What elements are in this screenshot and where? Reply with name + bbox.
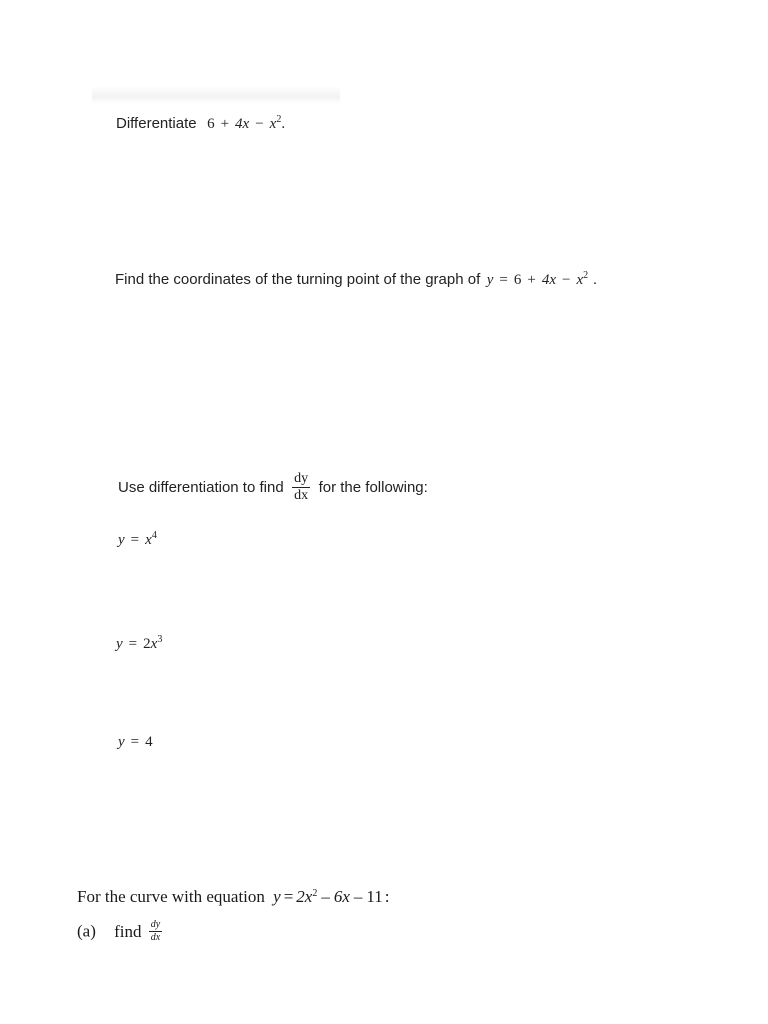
operator: – — [321, 887, 330, 906]
term: x — [576, 272, 584, 288]
fraction-denominator: dx — [150, 932, 161, 943]
term: 4x — [541, 272, 556, 288]
equation-item-1 — [118, 532, 157, 549]
variable: x — [150, 636, 158, 652]
term: 6 — [207, 116, 215, 132]
question-text: Differentiate — [116, 115, 197, 132]
operator: = — [130, 734, 140, 750]
part-label: (a) — [77, 921, 96, 941]
operator: = — [283, 887, 294, 906]
question-differentiate — [116, 115, 285, 133]
question-turning-point — [115, 271, 597, 289]
exponent: 4 — [151, 530, 157, 541]
question-text: For the curve with equation — [77, 887, 265, 906]
variable: x — [145, 532, 152, 548]
question-find-derivative — [118, 472, 428, 503]
dy-dx-fraction — [292, 472, 310, 503]
scan-shading — [92, 86, 340, 104]
variable: y — [118, 734, 125, 750]
term: 2x — [296, 887, 313, 906]
part-text: find — [114, 921, 142, 941]
expression — [207, 116, 285, 132]
operator: = — [130, 532, 140, 548]
term: 11 — [366, 887, 383, 906]
equation-item-3 — [118, 734, 153, 751]
variable: y — [116, 636, 123, 652]
question-text: Find the coordinates of the turning point of the graph of — [115, 271, 481, 288]
equation — [487, 272, 597, 288]
variable: y — [118, 532, 125, 548]
term: 4x — [235, 116, 250, 132]
punctuation: . — [593, 272, 597, 288]
equation-item-2 — [116, 636, 162, 653]
operator: + — [220, 116, 230, 132]
coefficient: 2 — [143, 636, 151, 652]
variable: y — [486, 272, 494, 288]
curve-equation — [273, 887, 389, 906]
operator: = — [128, 636, 138, 652]
fraction-numerator: dy — [294, 471, 309, 486]
dy-dx-fraction — [149, 920, 162, 943]
question-part-a — [77, 920, 162, 943]
exponent: 3 — [157, 634, 163, 645]
operator: − — [255, 116, 264, 132]
operator: = — [499, 272, 508, 288]
term: x — [269, 116, 277, 132]
fraction-denominator: dx — [294, 488, 309, 503]
variable: y — [273, 887, 281, 906]
term: 6 — [513, 272, 522, 288]
exponent: 2 — [312, 888, 318, 899]
question-text-continued: for the following: — [318, 479, 428, 496]
exponent: 2 — [583, 270, 589, 281]
punctuation: . — [281, 116, 286, 132]
question-curve-equation — [77, 887, 390, 907]
operator: – — [353, 887, 363, 906]
question-text: Use differentiation to find — [118, 479, 284, 496]
operator: − — [561, 272, 571, 288]
term: 6x — [333, 887, 350, 906]
fraction-numerator: dy — [150, 919, 161, 930]
operator: + — [527, 272, 536, 288]
exponent: 2 — [276, 114, 282, 125]
coefficient: 4 — [145, 734, 153, 750]
punctuation: : — [384, 887, 390, 906]
